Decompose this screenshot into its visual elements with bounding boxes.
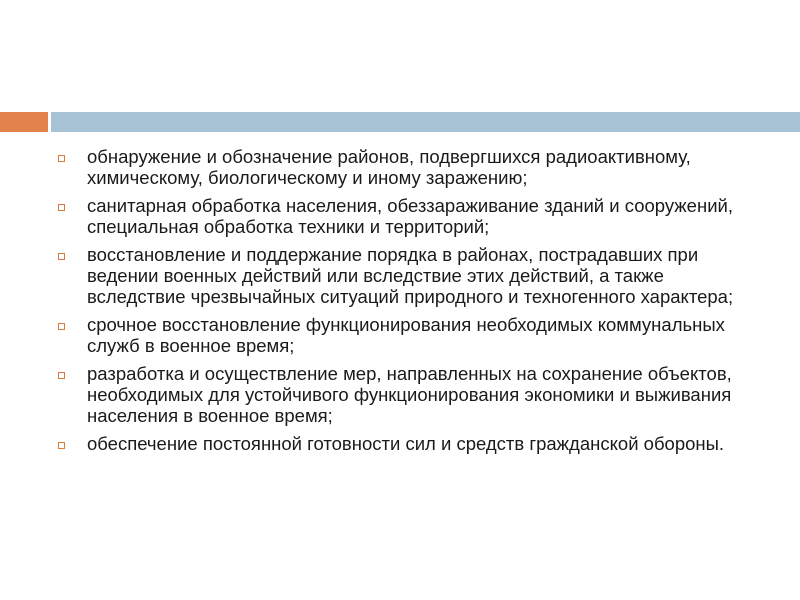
list-item (58, 433, 758, 454)
hollow-square-icon (58, 372, 65, 379)
hollow-square-icon (58, 442, 65, 449)
hollow-square-icon (58, 204, 65, 211)
list-item (58, 363, 758, 426)
list-item-text: обнаружение и обозначение районов, подвергшихся радиоактивному, химическому, биологическому и иному заражению; (87, 146, 691, 188)
list-item-text: восстановление и поддержание порядка в районах, пострадавших при ведении военных действий или вследствие этих действий, а также вследствие чрезвычайных ситуаций природного и техногенного характера; (87, 244, 734, 307)
header-main-bar (51, 112, 800, 132)
list-item (58, 195, 758, 237)
list-item-text: срочное восстановление функционирования необходимых коммунальных служб в военное время; (87, 314, 725, 356)
hollow-square-icon (58, 253, 65, 260)
list-item (58, 244, 758, 307)
list-item-text: разработка и осуществление мер, направленных на сохранение объектов, необходимых для устойчивого функционирования экономики и выживания населения в военное время; (87, 363, 732, 426)
list-item (58, 146, 758, 188)
list-item (58, 314, 758, 356)
hollow-square-icon (58, 155, 65, 162)
list-item-text: обеспечение постоянной готовности сил и средств гражданской обороны. (87, 433, 725, 454)
list-item-text: санитарная обработка населения, обеззараживание зданий и сооружений, специальная обработка техники и территорий; (87, 195, 734, 237)
hollow-square-icon (58, 323, 65, 330)
header-accent-bar (0, 112, 48, 132)
bullet-list (58, 146, 758, 461)
